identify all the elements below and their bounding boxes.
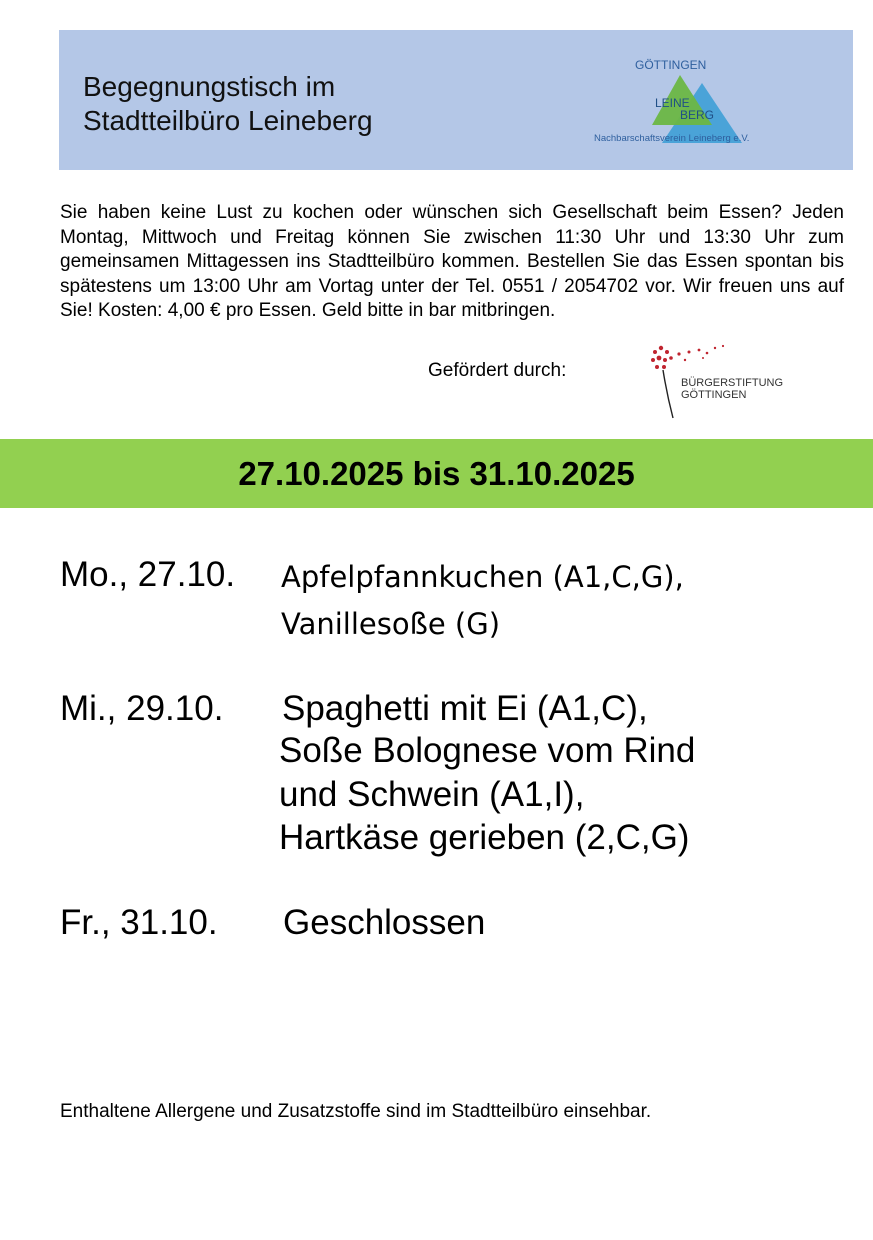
leineberg-logo-graphic [592, 55, 792, 150]
meal-line: Spaghetti mit Ei (A1,C), [282, 689, 648, 728]
meal-line: Geschlossen [283, 903, 486, 942]
meal-line: Vanillesoße (G) [281, 607, 501, 641]
title-line-2: Stadtteilbüro Leineberg [83, 105, 373, 136]
intro-text: Sie haben keine Lust zu kochen oder wünschen sich Gesellschaft beim Essen? Jeden Montag, Mittwoch und Freitag können Sie zwischen 11:30 Uhr und 13:30 Uhr zum gemeinsamen Mittagessen ins Stadtteilbüro kommen. Bestellen Sie das Essen spontan bis spätestens um 13:00 Uhr am Vortag unter der Tel. 0551 / 2054702 vor. Wir freuen uns auf Sie! Kosten: 4,00 € pro Essen. Geld bitte in bar mitbringen. [60, 202, 844, 322]
page-title [83, 70, 373, 138]
sponsor-label: Gefördert durch: [428, 360, 567, 381]
day-label: Mo., 27.10. [60, 555, 236, 594]
title-line-1: Begegnungstisch im [83, 71, 336, 102]
logo-bottom-text: BERG [680, 108, 715, 122]
day-label: Fr., 31.10. [60, 903, 218, 942]
week-banner [0, 439, 873, 508]
leineberg-logo [592, 55, 792, 150]
sponsor-name-line-2: GÖTTINGEN [681, 389, 747, 401]
logo-mid-text: LEINE [655, 96, 690, 110]
dandelion-icon [645, 340, 805, 420]
header-banner [59, 30, 853, 170]
day-label: Mi., 29.10. [60, 689, 224, 728]
buergerstiftung-logo [645, 340, 805, 420]
week-range: 27.10.2025 bis 31.10.2025 [238, 454, 635, 492]
meal-line: und Schwein (A1,I), [279, 775, 585, 814]
allergen-note: Enthaltene Allergene und Zusatzstoffe sind im Stadtteilbüro einsehbar. [60, 1101, 652, 1122]
meal-line: Apfelpfannkuchen (A1,C,G), [281, 560, 684, 594]
logo-top-text: GÖTTINGEN [635, 58, 707, 72]
sponsor-name-line-1: BÜRGERSTIFTUNG [681, 377, 784, 389]
logo-caption: Nachbarschaftsverein Leineberg e.V. [594, 133, 750, 144]
meal-line: Soße Bolognese vom Rind [279, 731, 696, 770]
meal-line: Hartkäse gerieben (2,C,G) [279, 818, 690, 857]
